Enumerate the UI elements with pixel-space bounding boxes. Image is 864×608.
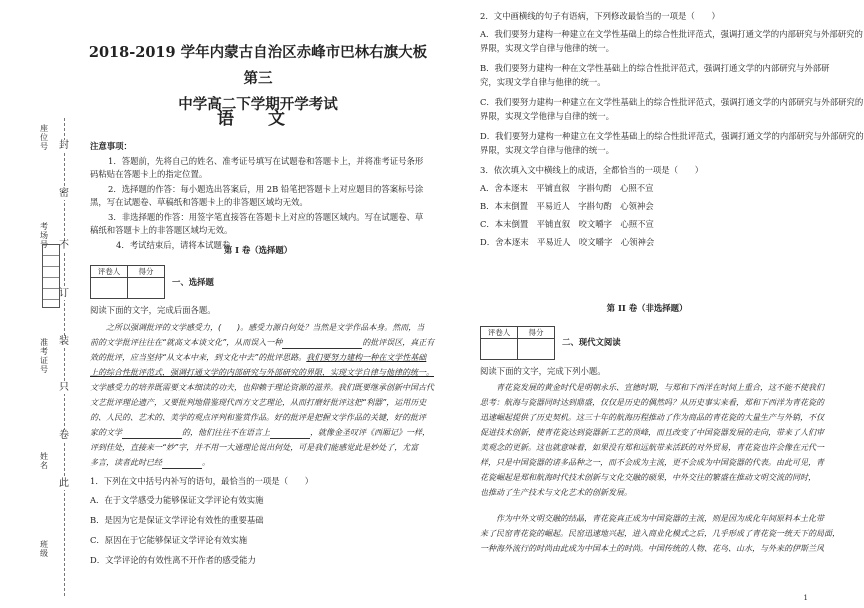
- question-2-option-d-cont[interactable]: 界限，实现文学自律与他律的统一。: [480, 145, 614, 155]
- underlined-sentence: 我们要努力建构一种在文学性基础: [306, 353, 427, 362]
- notice-item: 黑，写在试题卷、草稿纸和答题卡上的非答题区域均无效。: [90, 197, 308, 207]
- passage-line: 评到佳处，直接来一“妙”字，并不用一大通理论说出何处，可是我们能感觉此是妙处了，尤富: [90, 443, 419, 452]
- admission-number-field: 准考证号: [40, 338, 48, 374]
- exam-title-line1: 2018-2019 学年内蒙古自治区赤峰市巴林右旗大板第三: [88, 44, 428, 87]
- binding-word: 密: [59, 188, 69, 199]
- passage-line: 思考：航海与瓷器同时达到鼎盛，仅仅是历史的偶然吗？从历史事实来看，郑和下西洋为青花瓷的: [480, 398, 824, 407]
- question-2-stem: 2．文中画横线的句子有语病，下列修改最恰当的一项是（ ）: [480, 11, 720, 21]
- question-2-option-c[interactable]: C．我们要努力建构一种建立在文学性基础上的综合性批评范式，强调打通文学的内部研究与外部研究的: [480, 97, 864, 107]
- question-3-stem: 3．依次填入文中横线上的成语，全都恰当的一项是（ ）: [480, 165, 704, 175]
- binding-word: 不: [59, 240, 69, 251]
- passage-line: [90, 336, 435, 349]
- passage-fragment: 。: [202, 458, 210, 467]
- question-1-option-c[interactable]: C．原因在于它能够保证文学评论有效实施: [90, 535, 248, 545]
- score-table-part2: [480, 326, 555, 360]
- seat-number-field: 座位号: [40, 124, 48, 151]
- passage-line: 美观念的更新。这也就意味着，如果没有郑和远航带来活跃的对外贸易，青花瓷也许会像在元代一: [480, 443, 824, 452]
- underlined-sentence: 上的综合性批评范式，强调打通文学的内部研究与外部研究的界限，实现文学自律与他律的统一。: [90, 368, 434, 377]
- section-choice-heading: 一、选择题: [172, 277, 214, 287]
- question-3-option-c[interactable]: C．本末倒置 平铺直叙 咬文嚼字 心照不宣: [480, 219, 654, 229]
- question-2-option-b-cont[interactable]: 究，实现文学自律与他律的统一。: [480, 77, 606, 87]
- part2-instruction: 阅读下面的文字，完成下列小题。: [480, 366, 606, 376]
- score-table-grader-label: 评卷人: [91, 266, 128, 278]
- blank-line: [282, 340, 362, 349]
- passage-line: [90, 351, 430, 364]
- exam-title-line2: 中学高二下学期开学考试: [178, 96, 338, 113]
- binding-word: 封: [59, 140, 69, 151]
- passage-line: 作为中外文明交融的结晶，青花瓷真正成为中国瓷器的主流，则是因为成化年间原料本土化带: [496, 514, 824, 523]
- subject-title: 语 文: [217, 109, 299, 129]
- score-cell: [481, 339, 518, 360]
- notice-item: 稿纸和答题卡上的非答题区域均无效。: [90, 225, 233, 235]
- score-table-part1: [90, 265, 165, 299]
- blank-line: [122, 430, 182, 439]
- blank-line: [162, 460, 202, 469]
- passage-fragment: 效的批评，应当坚持“从文本中来，到文化中去”的批评思路。: [90, 353, 307, 362]
- question-1-option-d[interactable]: D．文学评论的有效性离不开作者的感受能力: [90, 555, 256, 565]
- passage-line: 样，只是中国瓷器的诸多品种之一，而不会成为主流，更不会成为中国瓷器的代表。由此可见，青: [480, 458, 824, 467]
- question-2-option-d[interactable]: D．我们要努力建构一种建立在文学性基础上的综合性批评范式，强调打通文学的内部研究与外部研究的: [480, 131, 864, 141]
- passage-fragment: ，就像金圣叹评《西厢记》一样，: [310, 428, 430, 437]
- passage-fragment: 的，他们往往不在语言上: [182, 428, 270, 437]
- part1-instruction: 阅读下面的文字，完成后面各题。: [90, 305, 216, 315]
- score-cell: [518, 339, 555, 360]
- passage-fragment: 家的文学: [90, 428, 122, 437]
- binding-word: 此: [59, 478, 69, 489]
- exam-room-field: 考场号: [40, 222, 48, 249]
- passage-line: 之所以强调批评的文学感受力，( )。感受力源自何处？当然是文学作品本身。然而，当: [106, 323, 425, 332]
- notice-item: 3．非选择题的作答：用签字笔直接答在答题卡上对应的答题区域内。写在试题卷、草: [108, 212, 424, 222]
- passage-line: 迅速崛起提供了历史契机。这三十年的航海历程推动了作为商品的青花瓷的大量生产与外销，不仅: [480, 413, 824, 422]
- question-1-stem: 1．下列在文中括号内补写的语句，最恰当的一项是（ ）: [90, 476, 314, 486]
- passage-line: 一种海外流行的时尚由此成为中国本土的时尚。中国传统的人物、花鸟、山水，与外来的伊斯兰风: [480, 544, 824, 553]
- notice-item: 4．考试结束后，请将本试题卷: [116, 240, 231, 250]
- question-3-option-d[interactable]: D．舍本逐末 平易近人 咬文嚼字 心领神会: [480, 237, 655, 247]
- question-2-option-a[interactable]: A．我们要努力建构一种建立在文学性基础上的综合性批评范式，强调打通文学的内部研究与外部研究的: [480, 29, 863, 39]
- class-field: 班级: [40, 540, 48, 558]
- score-cell: [91, 278, 128, 299]
- passage-line: 青花瓷发展的黄金时代是明朝永乐、宣德时期，与郑和下西洋在时间上重合，这不能不使我们: [496, 383, 824, 392]
- passage-line: [90, 426, 430, 439]
- passage-line: 文艺批评理论遗产，又要批判地借鉴现代西方文艺理论，从而打磨好批评这把“利器”，运用历史: [90, 398, 427, 407]
- question-1-option-b[interactable]: B．是因为它是保证文学评论有效性的重要基础: [90, 515, 264, 525]
- passage-fragment: 前的文学批评往往在“就高文本谈文化”，从而误入一种: [90, 338, 283, 347]
- passage-line: [90, 456, 430, 469]
- question-2-option-b[interactable]: B．我们要努力建构一种在文学性基础上的综合性批评范式，强调打通文学的内部研究与外部研: [480, 63, 830, 73]
- question-1-option-a[interactable]: A．在于文学感受力能够保证文学评论有效实施: [90, 495, 264, 505]
- page-number: 1: [803, 594, 808, 602]
- blank-line: [270, 430, 310, 439]
- score-table-grader-label: 评卷人: [481, 327, 518, 339]
- passage-line: 的、人民的、艺术的、美学的观点评判和鉴赏作品。好的批评是把握文学作品的关键，好的批评: [90, 413, 426, 422]
- notice-item: 2．选择题的作答：每小题选出答案后，用 2B 铅笔把答题卡上对应题目的答案标号涂: [108, 184, 424, 194]
- binding-margin: [0, 0, 80, 608]
- binding-word: 只: [59, 382, 69, 393]
- question-2-option-c-cont[interactable]: 界限，实现文学他律与自律的统一。: [480, 111, 614, 121]
- question-3-option-b[interactable]: B．本末倒置 平易近人 字斟句酌 心领神会: [480, 201, 654, 211]
- notice-heading: 注意事项：: [90, 141, 132, 151]
- binding-word: 卷: [59, 430, 69, 441]
- section-reading-heading: 二、现代文阅读: [562, 337, 621, 347]
- passage-fragment: 的批评误区，真正有: [362, 338, 435, 347]
- binding-word: 订: [59, 288, 69, 299]
- passage-line: 促进技术创新，使青花瓷达到瓷器新工艺的顶峰，而且改变了中国瓷器发展的走向，带来了人们审: [480, 428, 824, 437]
- passage-fragment: 多言，读者此时已经: [90, 458, 162, 467]
- notice-item: 码粘贴在答题卡上的指定位置。: [90, 169, 208, 179]
- part2-heading: 第 II 卷（非选择题）: [606, 303, 688, 313]
- notice-item: 1．答题前，先将自己的姓名、准考证号填写在试题卷和答题卡上，并将准考证号条形: [108, 156, 424, 166]
- score-cell: [128, 278, 165, 299]
- score-table-score-label: 得分: [128, 266, 165, 278]
- passage-line: 花瓷崛起是郑和航海时代技术创新与文化交融的硕果，中外交往的繁盛在推动文明交流的同时，: [480, 473, 816, 482]
- question-2-option-a-cont[interactable]: 界限，实现文学自律与他律的统一。: [480, 43, 614, 53]
- name-field: 姓名: [40, 452, 48, 470]
- passage-line: 也推动了生产技术与文化艺术的创新发展。: [480, 488, 632, 497]
- passage-line: 文学感受力的培养既需要文本细读的功夫，也仰赖于理论资源的滋养。我们既要继承创新中国古代: [90, 383, 434, 392]
- part1-heading: 第 I 卷（选择题）: [223, 245, 293, 255]
- question-3-option-a[interactable]: A．舍本逐末 平铺直叙 字斟句酌 心照不宣: [480, 183, 654, 193]
- binding-word: 装: [59, 336, 69, 347]
- passage-line: 来了民窑青花瓷的崛起。民窑迅速地兴起，进入商业化模式之后，几乎形成了青花瓷一统天下的局面，: [480, 529, 840, 538]
- score-table-score-label: 得分: [518, 327, 555, 339]
- admission-number-boxes: [42, 244, 60, 308]
